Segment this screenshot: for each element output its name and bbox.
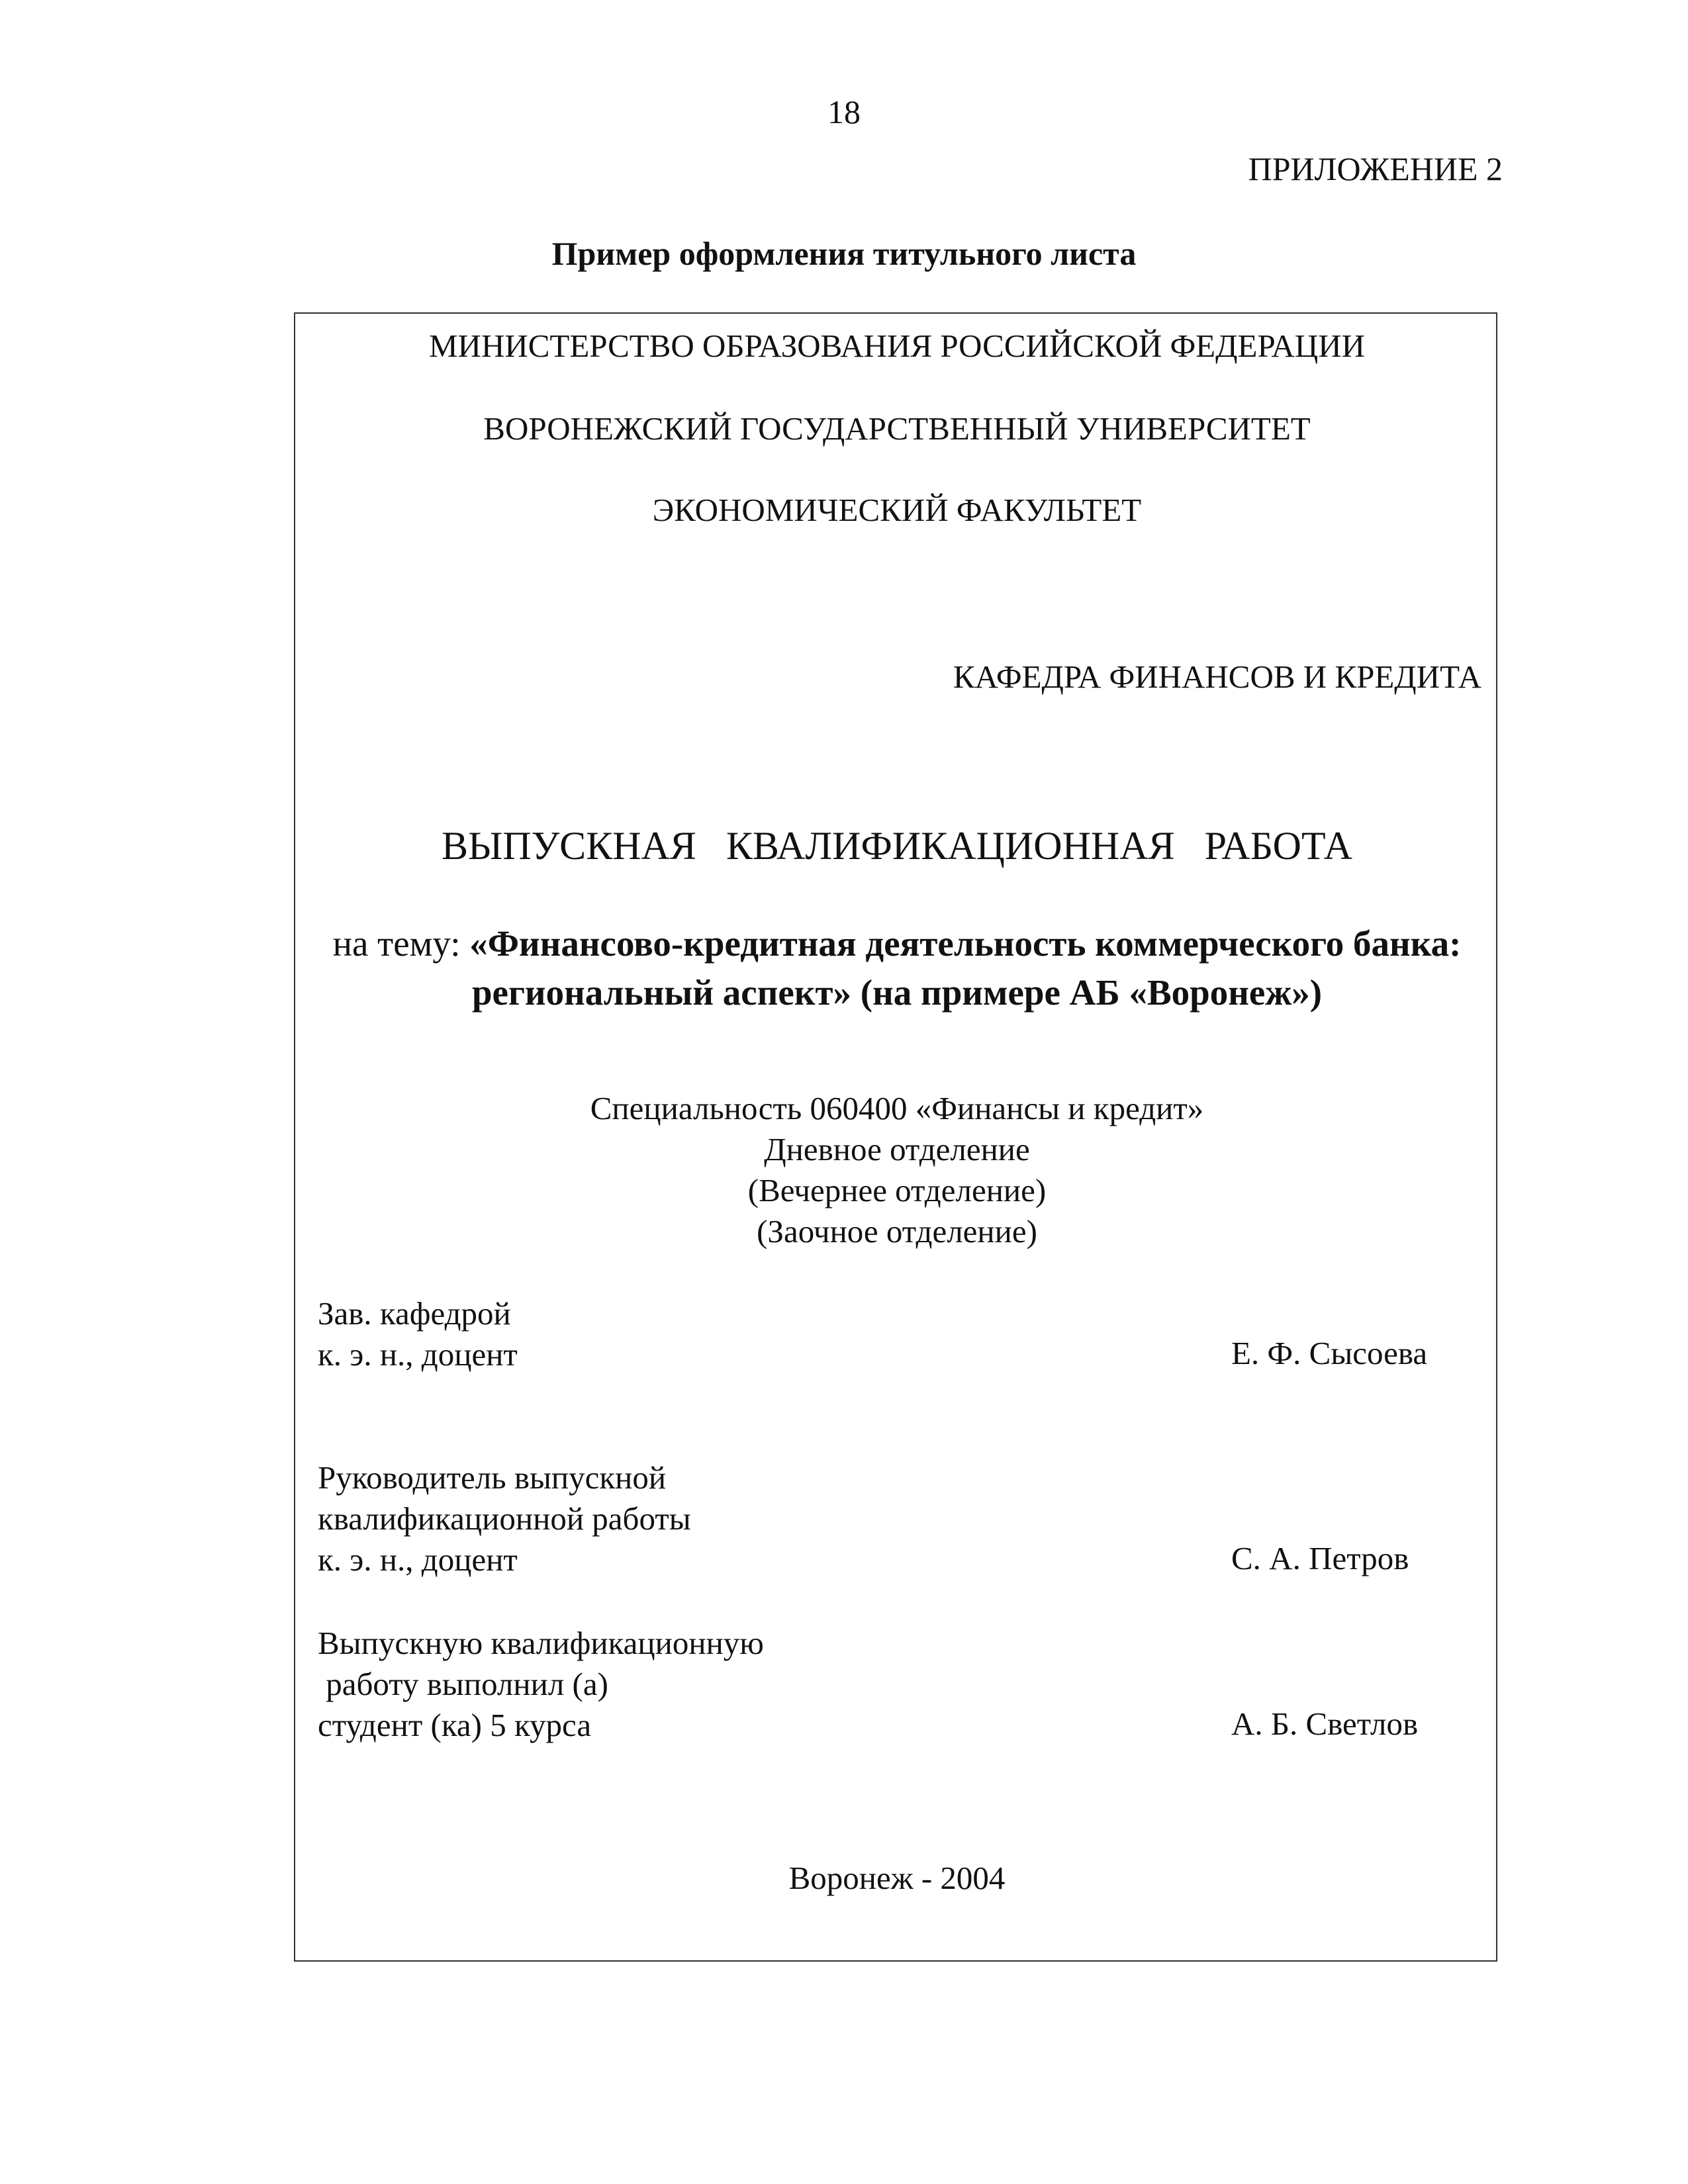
signature-line: Руководитель выпускной (318, 1459, 667, 1496)
topic-prefix: на тему: (332, 923, 470, 964)
signature-line: к. э. н., доцент (318, 1541, 518, 1578)
signature-supervisor-title (318, 1457, 691, 1580)
study-form-day: Дневное отделение (764, 1131, 1030, 1167)
signature-line: работу выполнил (а) (318, 1666, 608, 1702)
study-form-correspondence: (Заочное отделение) (757, 1213, 1037, 1250)
title-page-frame (294, 312, 1497, 1962)
appendix-label: ПРИЛОЖЕНИЕ 2 (1248, 150, 1503, 187)
signature-head-of-department-name: Е. Ф. Сысоева (1231, 1335, 1428, 1371)
specialty-block (295, 1088, 1499, 1252)
signature-line: Зав. кафедрой (318, 1295, 511, 1332)
university-name: ВОРОНЕЖСКИЙ ГОСУДАРСТВЕННЫЙ УНИВЕРСИТЕТ (483, 410, 1311, 447)
signature-supervisor-name: С. А. Петров (1231, 1540, 1409, 1576)
topic-title: «Финансово-кредитная деятельность коммерческого банка: региональный аспект» (на примере АБ «Воронеж») (469, 923, 1462, 1013)
study-form-evening: (Вечернее отделение) (747, 1172, 1047, 1208)
specialty: Специальность 060400 «Финансы и кредит» (590, 1090, 1204, 1126)
thesis-topic (295, 919, 1499, 1017)
faculty-name: ЭКОНОМИЧЕСКИЙ ФАКУЛЬТЕТ (652, 492, 1142, 528)
signature-line: Выпускную квалификационную (318, 1625, 764, 1661)
signature-head-of-department-title (318, 1293, 518, 1375)
signature-line: студент (ка) 5 курса (318, 1707, 592, 1743)
work-type-title: ВЫПУСКНАЯ КВАЛИФИКАЦИОННАЯ РАБОТА (442, 824, 1352, 868)
example-heading: Пример оформления титульного листа (551, 235, 1137, 272)
department-name: КАФЕДРА ФИНАНСОВ И КРЕДИТА (953, 659, 1481, 695)
city-year: Воронеж - 2004 (788, 1860, 1006, 1896)
signature-line: квалификационной работы (318, 1500, 691, 1537)
signature-line: к. э. н., доцент (318, 1336, 518, 1373)
signature-student-name: А. Б. Светлов (1231, 1706, 1419, 1742)
ministry-name: МИНИСТЕРСТВО ОБРАЗОВАНИЯ РОССИЙСКОЙ ФЕДЕРАЦИИ (428, 328, 1365, 364)
page-number: 18 (827, 93, 861, 130)
signature-student-title (318, 1623, 764, 1746)
